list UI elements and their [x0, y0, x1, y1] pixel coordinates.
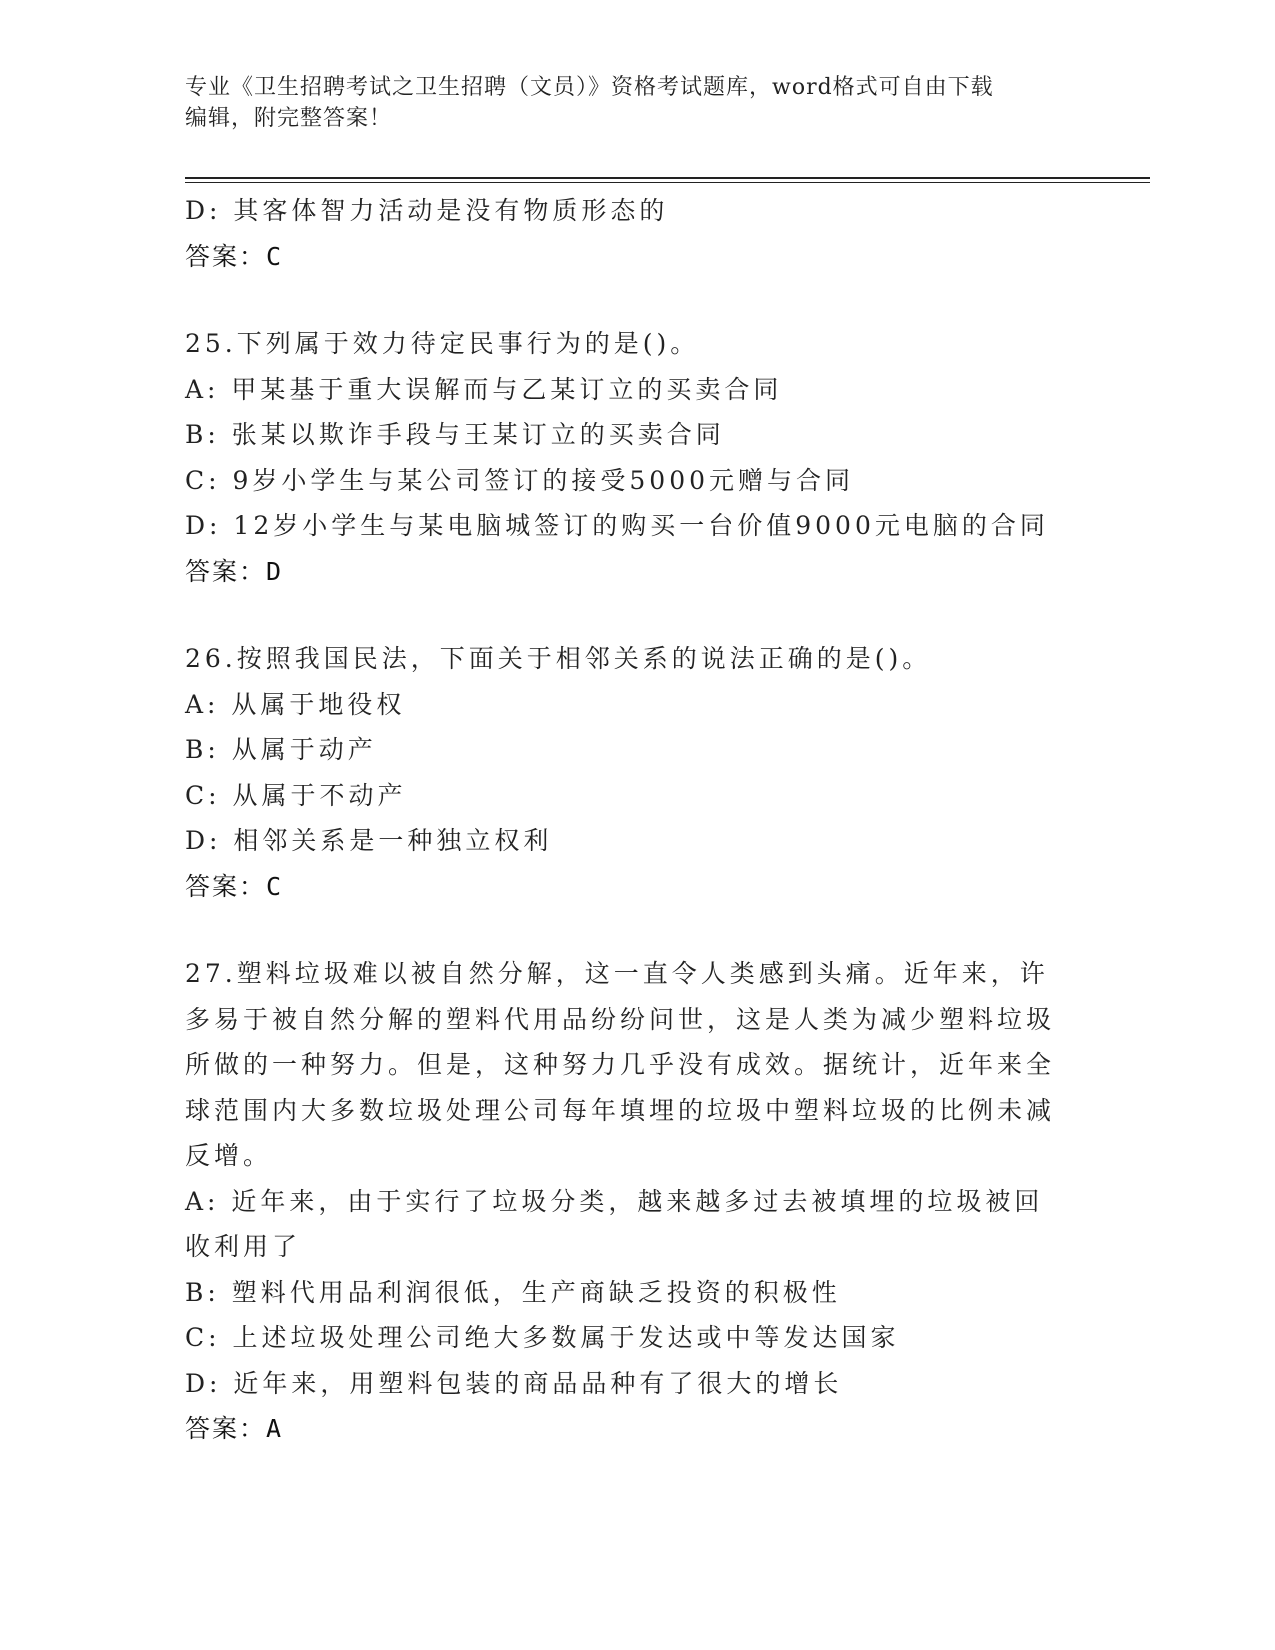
page-header — [185, 72, 1085, 134]
option-a: A: 从属于地役权 — [185, 689, 406, 719]
option-b: B: 从属于动产 — [185, 735, 377, 764]
answer-value: C — [266, 241, 284, 271]
header-divider-thin — [185, 182, 1150, 183]
option-b: B: 塑料代用品利润很低，生产商缺乏投资的积极性 — [185, 1277, 841, 1307]
question-stem: 25.下列属于效力待定民事行为的是()。 — [185, 329, 700, 358]
option-d: D: 其客体智力活动是没有物质形态的 — [185, 196, 669, 225]
answer-line — [185, 234, 1085, 280]
answer-value: D — [266, 556, 284, 586]
answer-value: C — [266, 871, 284, 901]
option-d: D: 12岁小学生与某电脑城签订的购买一台价值9000元电脑的合同 — [185, 511, 1049, 540]
question-content — [185, 188, 1085, 1452]
option-b: B: 张某以欺诈手段与王某订立的买卖合同 — [185, 420, 725, 449]
question-26 — [185, 636, 1085, 909]
header-line-2: 编辑，附完整答案！ — [185, 106, 393, 131]
option-c: C: 从属于不动产 — [185, 780, 407, 810]
answer-value: A — [266, 1414, 284, 1443]
question-25 — [185, 321, 1085, 594]
header-line-1: 专业《卫生招聘考试之卫生招聘（文员）》资格考试题库，word格式可自由下载 — [185, 75, 994, 100]
question-stem: 26.按照我国民法，下面关于相邻关系的说法正确的是()。 — [185, 644, 932, 673]
answer-line — [185, 549, 1085, 595]
prev-question-block — [185, 188, 1085, 279]
option-d: D: 近年来，用塑料包装的商品品种有了很大的增长 — [185, 1368, 843, 1398]
answer-label: 答案： — [185, 241, 267, 271]
option-c: C: 9岁小学生与某公司签订的接受5000元赠与合同 — [185, 465, 855, 495]
option-c: C: 上述垃圾处理公司绝大多数属于发达或中等发达国家 — [185, 1323, 900, 1352]
answer-label: 答案： — [185, 1414, 267, 1443]
spacer — [185, 909, 1085, 951]
option-d: D: 相邻关系是一种独立权利 — [185, 826, 553, 855]
answer-line — [185, 1406, 1085, 1452]
option-a: A: 甲某基于重大误解而与乙某订立的买卖合同 — [185, 374, 783, 404]
answer-line — [185, 864, 1085, 910]
answer-label: 答案： — [185, 871, 267, 901]
answer-label: 答案： — [185, 556, 267, 586]
spacer — [185, 594, 1085, 636]
question-27 — [185, 951, 1085, 1452]
spacer — [185, 279, 1085, 321]
header-divider-thick — [185, 177, 1150, 179]
option-a: A: 近年来，由于实行了垃圾分类，越来越多过去被填埋的垃圾被回收利用了 — [185, 1186, 1044, 1261]
question-stem: 27.塑料垃圾难以被自然分解，这一直令人类感到头痛。近年来，许多易于被自然分解的塑料代用品纷纷问世，这是人类为减少塑料垃圾所做的一种努力。但是，这种努力几乎没有成效。据统计，近年来全球范围内大多数垃圾处理公司每年填埋的垃圾中塑料垃圾的比例未减反增。 — [185, 959, 1056, 1170]
